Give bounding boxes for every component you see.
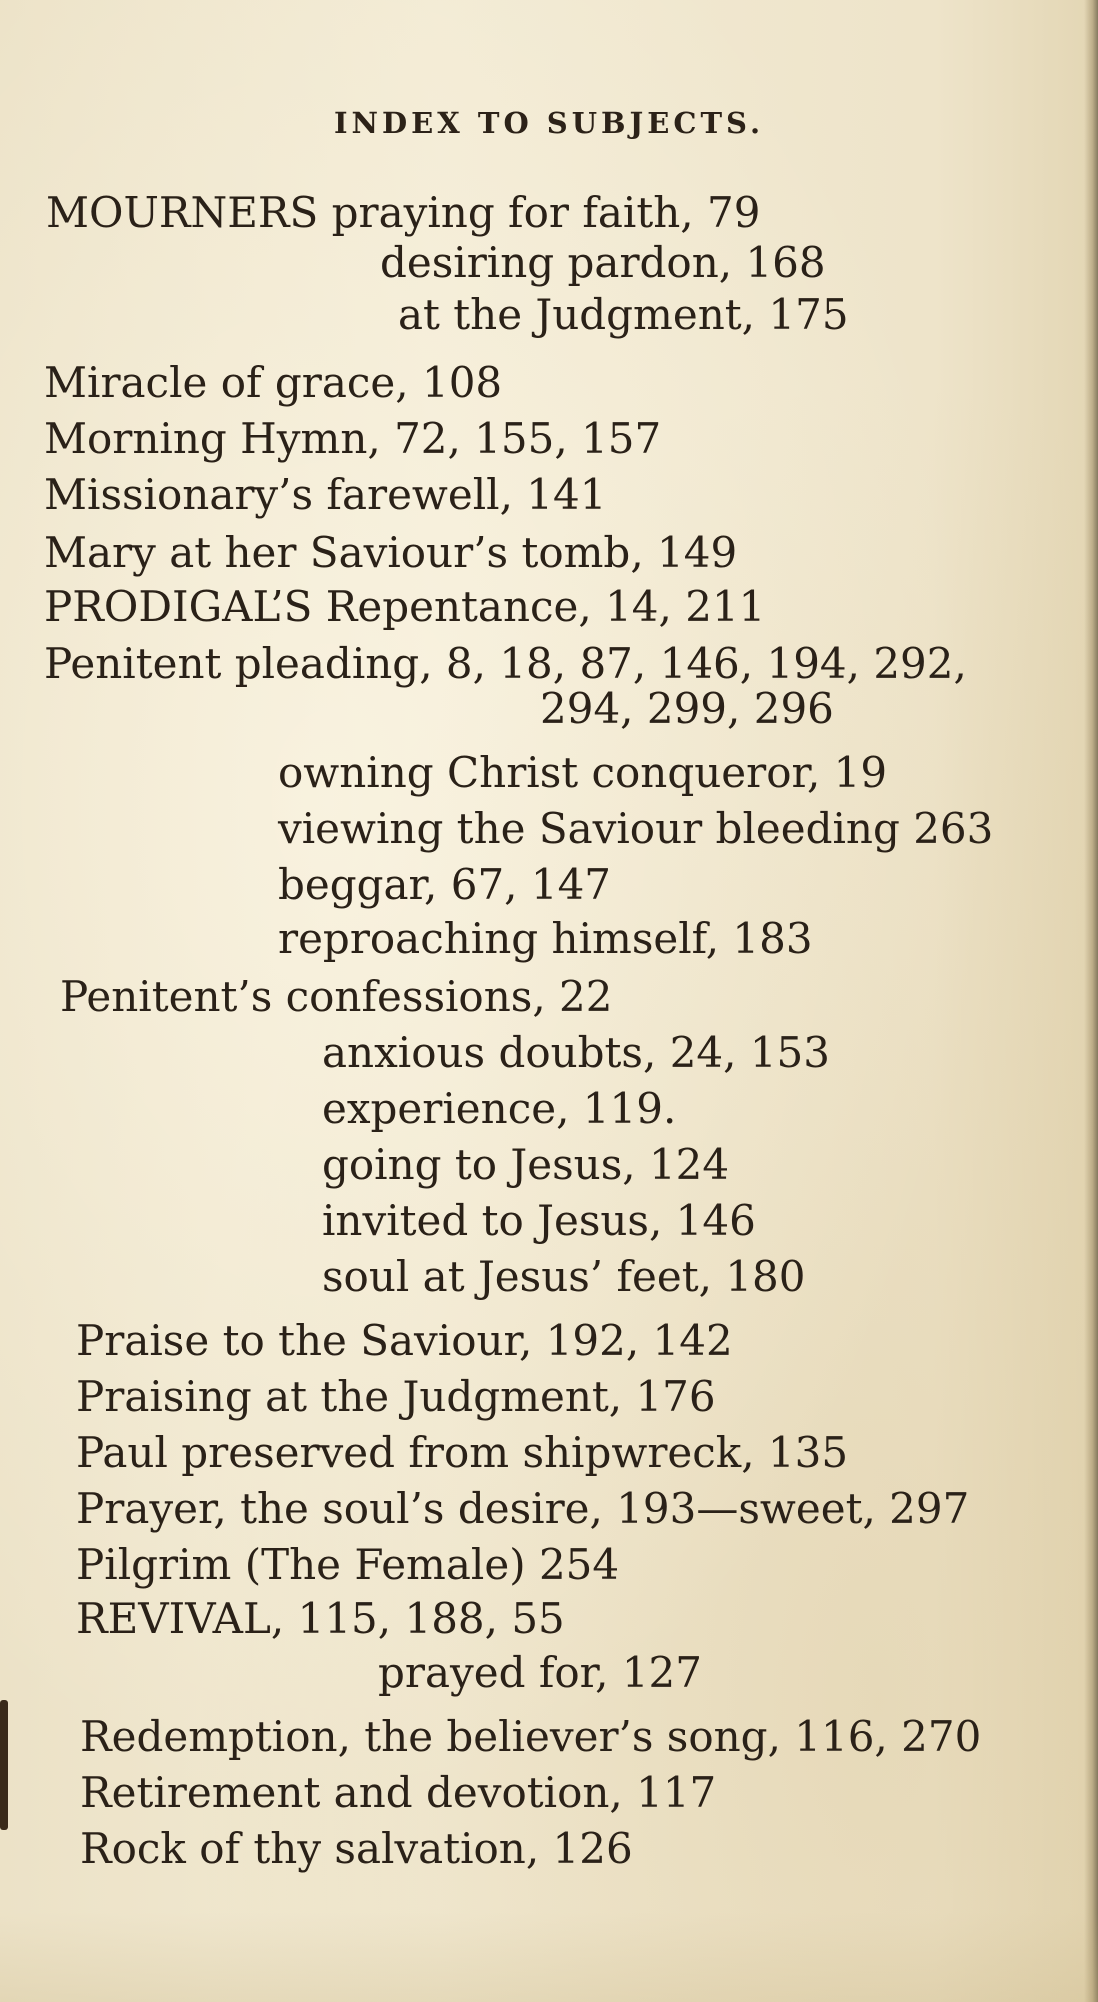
index-subentry: owning Christ conqueror, 19 [278, 748, 888, 797]
index-entry: Praising at the Judgment, 176 [76, 1372, 716, 1421]
index-subentry: invited to Jesus, 146 [322, 1196, 756, 1245]
index-entry: Missionary’s farewell, 141 [44, 470, 607, 519]
index-entry: Penitent’s confessions, 22 [60, 972, 613, 1021]
index-entry: Penitent pleading, 8, 18, 87, 146, 194, 292, [44, 639, 967, 688]
index-entry: MOURNERS praying for faith, 79 [46, 188, 761, 237]
binding-mark [0, 1700, 8, 1830]
index-subentry: experience, 119. [322, 1084, 677, 1133]
index-subentry: desiring pardon, 168 [380, 238, 826, 287]
index-entry: Rock of thy salvation, 126 [80, 1824, 633, 1873]
index-entry: Redemption, the believer’s song, 116, 270 [80, 1712, 982, 1761]
index-entry: Paul preserved from shipwreck, 135 [76, 1428, 849, 1477]
index-entry: Prayer, the soul’s desire, 193—sweet, 297 [76, 1484, 970, 1533]
index-subentry: viewing the Saviour bleeding 263 [278, 804, 994, 853]
page-heading: INDEX TO SUBJECTS. [333, 106, 765, 140]
page-edge-shadow [1084, 0, 1098, 2002]
index-subentry: prayed for, 127 [378, 1648, 702, 1697]
index-entry: Miracle of grace, 108 [44, 358, 503, 407]
index-subentry: beggar, 67, 147 [278, 860, 612, 909]
index-subentry: soul at Jesus’ feet, 180 [322, 1252, 806, 1301]
index-subentry: anxious doubts, 24, 153 [322, 1028, 830, 1077]
index-entry: Pilgrim (The Female) 254 [76, 1540, 620, 1589]
index-entry: Morning Hymn, 72, 155, 157 [44, 414, 662, 463]
index-subentry: going to Jesus, 124 [322, 1140, 730, 1189]
page-stain [0, 1912, 1098, 2002]
index-entry: Praise to the Saviour, 192, 142 [76, 1316, 733, 1365]
index-entry: PRODIGAL’S Repentance, 14, 211 [44, 582, 766, 631]
index-subentry: at the Judgment, 175 [398, 290, 849, 339]
index-entry: Retirement and devotion, 117 [80, 1768, 717, 1817]
index-entry: Mary at her Saviour’s tomb, 149 [44, 528, 738, 577]
index-subentry: reproaching himself, 183 [278, 914, 813, 963]
index-entry: REVIVAL, 115, 188, 55 [76, 1594, 565, 1643]
index-subentry: 294, 299, 296 [540, 684, 834, 733]
